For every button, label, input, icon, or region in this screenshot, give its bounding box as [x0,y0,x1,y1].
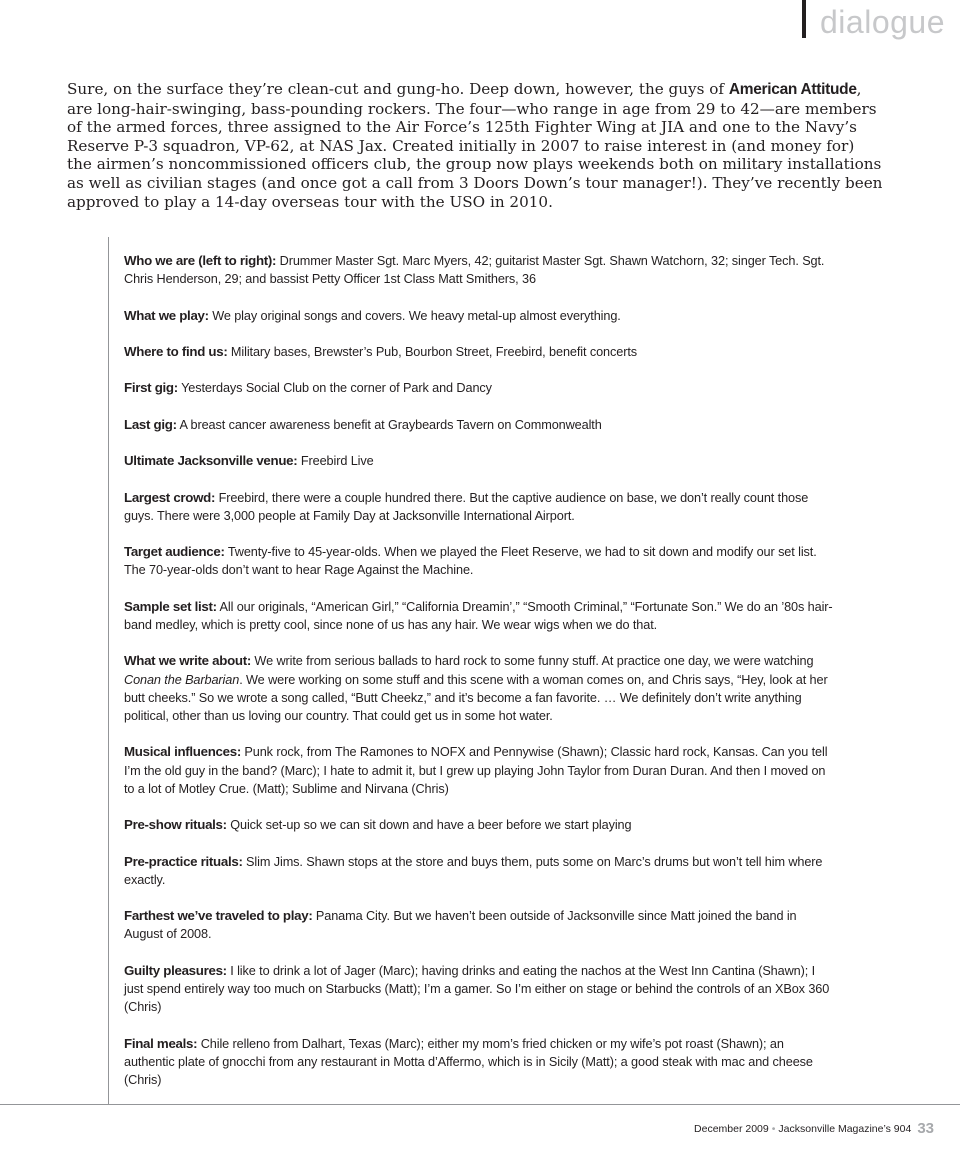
qa-answer: Drummer Master Sgt. Marc Myers, 42; guitarist Master Sgt. Shawn Watchorn, 32; singer Tech. Sgt. Chris Henderson, 29; and bassist Petty Officer 1st Class Matt Smithers, 36 [124,254,825,287]
qa-question: Where to find us: [124,343,228,359]
footer-separator: • [771,1123,776,1135]
footer-publication: Jacksonville Magazine’s 904 [778,1123,912,1135]
qa-item-first-gig [124,379,836,397]
qa-answer-start: We write from serious ballads to hard rock to some funny stuff. At practice one day, we were watching [254,654,814,669]
qa-item-pre-show-rituals [124,816,836,834]
qa-answer: Freebird, there were a couple hundred there. But the captive audience on base, we don’t really count those guys. There were 3,000 people at Family Day at Jacksonville International Airport. [124,490,809,523]
qa-item-musical-influences [124,743,836,798]
qa-question: Musical influences: [124,744,241,760]
film-title: Conan the Barbarian [124,672,240,687]
band-name: American Attitude [728,81,857,98]
qa-question: Pre-practice rituals: [124,853,243,869]
qa-item-ultimate-venue [124,452,836,470]
qa-item-target-audience [124,543,836,579]
qa-item-guilty-pleasures [124,962,836,1017]
qa-question: Guilty pleasures: [124,962,227,978]
qa-question: Largest crowd: [124,489,216,505]
qa-question: Who we are (left to right): [124,253,277,268]
qa-answer: Panama City. But we haven’t been outside of Jacksonville since Matt joined the band in August of 2008. [124,909,797,942]
qa-item-sample-set-list [124,598,836,634]
qa-answer: Punk rock, from The Ramones to NOFX and Pennywise (Shawn); Classic hard rock, Kansas. Can you tell I’m the old guy in the band? (Marc); I hate to admit it, but I grew up playing John Taylor from Duran Duran. And then I moved on to a lot of Motley Crue. (Matt); Sublime and Nirvana (Chris) [124,745,828,796]
qa-answer: A breast cancer awareness benefit at Graybeards Tavern on Commonwealth [179,417,602,432]
qa-answer: Yesterdays Social Club on the corner of Park and Dancy [181,381,492,396]
qa-answer: Military bases, Brewster’s Pub, Bourbon Street, Freebird, benefit concerts [230,344,637,359]
intro-text-end: , are long-hair-swinging, bass-pounding rockers. The four—who range in age from 29 to 42—are members of the armed forces, three assigned to the Air Force’s 125th Fighter Wing at JIA and one to the Navy’s Reserve P-3 squadron, VP-62, at NAS Jax. Created initially in 2007 to raise interest in (and money for) the airmen’s noncommissioned officers club, the group now plays weekends both on military installations as well as civilian stages (and once got a call from 3 Doors Down’s tour manager!). They’ve recently been approved to play a 14-day overseas tour with the USO in 2010. [67,80,883,211]
qa-item-who-we-are [124,252,836,288]
qa-question: Ultimate Jacksonville venue: [124,453,298,469]
qa-answer: Quick set-up so we can sit down and have a beer before we start playing [230,818,632,833]
qa-question: Target audience: [124,544,225,560]
qa-answer-end: . We were working on some stuff and this scene with a woman comes on, and Chris says, “Hey, look at her butt cheeks.” So we wrote a song called, “Butt Cheekz,” and it’s become a fan favorite. … We definitely don’t write anything political, other than us loving our country. That could get us in some hot water. [124,672,828,723]
qa-question: Pre-show rituals: [124,817,227,833]
sidebar-divider [108,237,109,1104]
qa-answer: I like to drink a lot of Jager (Marc); having drinks and eating the nachos at the West Inn Cantina (Shawn); I just spend entirely way too much on Starbucks (Matt); I’m a gamer. So I’m either on stage or behind the controls of an XBox 360 (Chris) [124,963,830,1015]
intro-paragraph [67,80,883,211]
footer-rule [0,1104,960,1105]
qa-answer: All our originals, “American Girl,” “California Dreamin’,” “Smooth Criminal,” “Fortunate Son.” We do an ’80s hair-band medley, which is pretty cool, since none of us has any hair. We wear wigs when we do that. [124,599,833,632]
qa-question: What we write about: [124,653,251,669]
page-number: 33 [917,1120,934,1137]
qa-answer: Slim Jims. Shawn stops at the store and buys them, puts some on Marc’s drums but won’t tell him where exactly. [124,854,823,887]
qa-question: Final meals: [124,1035,198,1051]
qa-item-what-we-play [124,307,836,325]
qa-question: First gig: [124,380,178,396]
qa-answer: We play original songs and covers. We heavy metal-up almost everything. [212,308,621,323]
qa-answer: Chile relleno from Dalhart, Texas (Marc); either my mom’s fried chicken or my wife’s pot roast (Shawn); an authentic plate of gnocchi from any restaurant in Motta d’Affermo, which is in Sicily (Matt); a good steak with mac and cheese (Chris) [124,1036,813,1087]
qa-question: Last gig: [124,416,177,432]
qa-item-largest-crowd [124,489,836,525]
page-footer [694,1120,934,1137]
section-header-rule [802,0,806,38]
section-label: dialogue [820,4,945,40]
qa-list [124,252,836,1107]
qa-item-last-gig [124,416,836,434]
qa-question: What we play: [124,307,209,323]
intro-text-start: Sure, on the surface they’re clean-cut and gung-ho. Deep down, however, the guys of [67,80,729,98]
qa-answer: Twenty-five to 45-year-olds. When we played the Fleet Reserve, we had to sit down and modify our set list. The 70-year-olds don’t want to hear Rage Against the Machine. [124,545,817,578]
qa-item-pre-practice-rituals [124,853,836,889]
footer-date: December 2009 [694,1123,769,1135]
qa-item-what-we-write-about [124,652,836,725]
qa-item-where-to-find-us [124,343,836,361]
qa-item-final-meals [124,1035,836,1090]
qa-question: Farthest we’ve traveled to play: [124,908,313,924]
qa-answer: Freebird Live [300,454,374,469]
qa-question: Sample set list: [124,598,217,614]
qa-item-farthest-traveled [124,907,836,943]
